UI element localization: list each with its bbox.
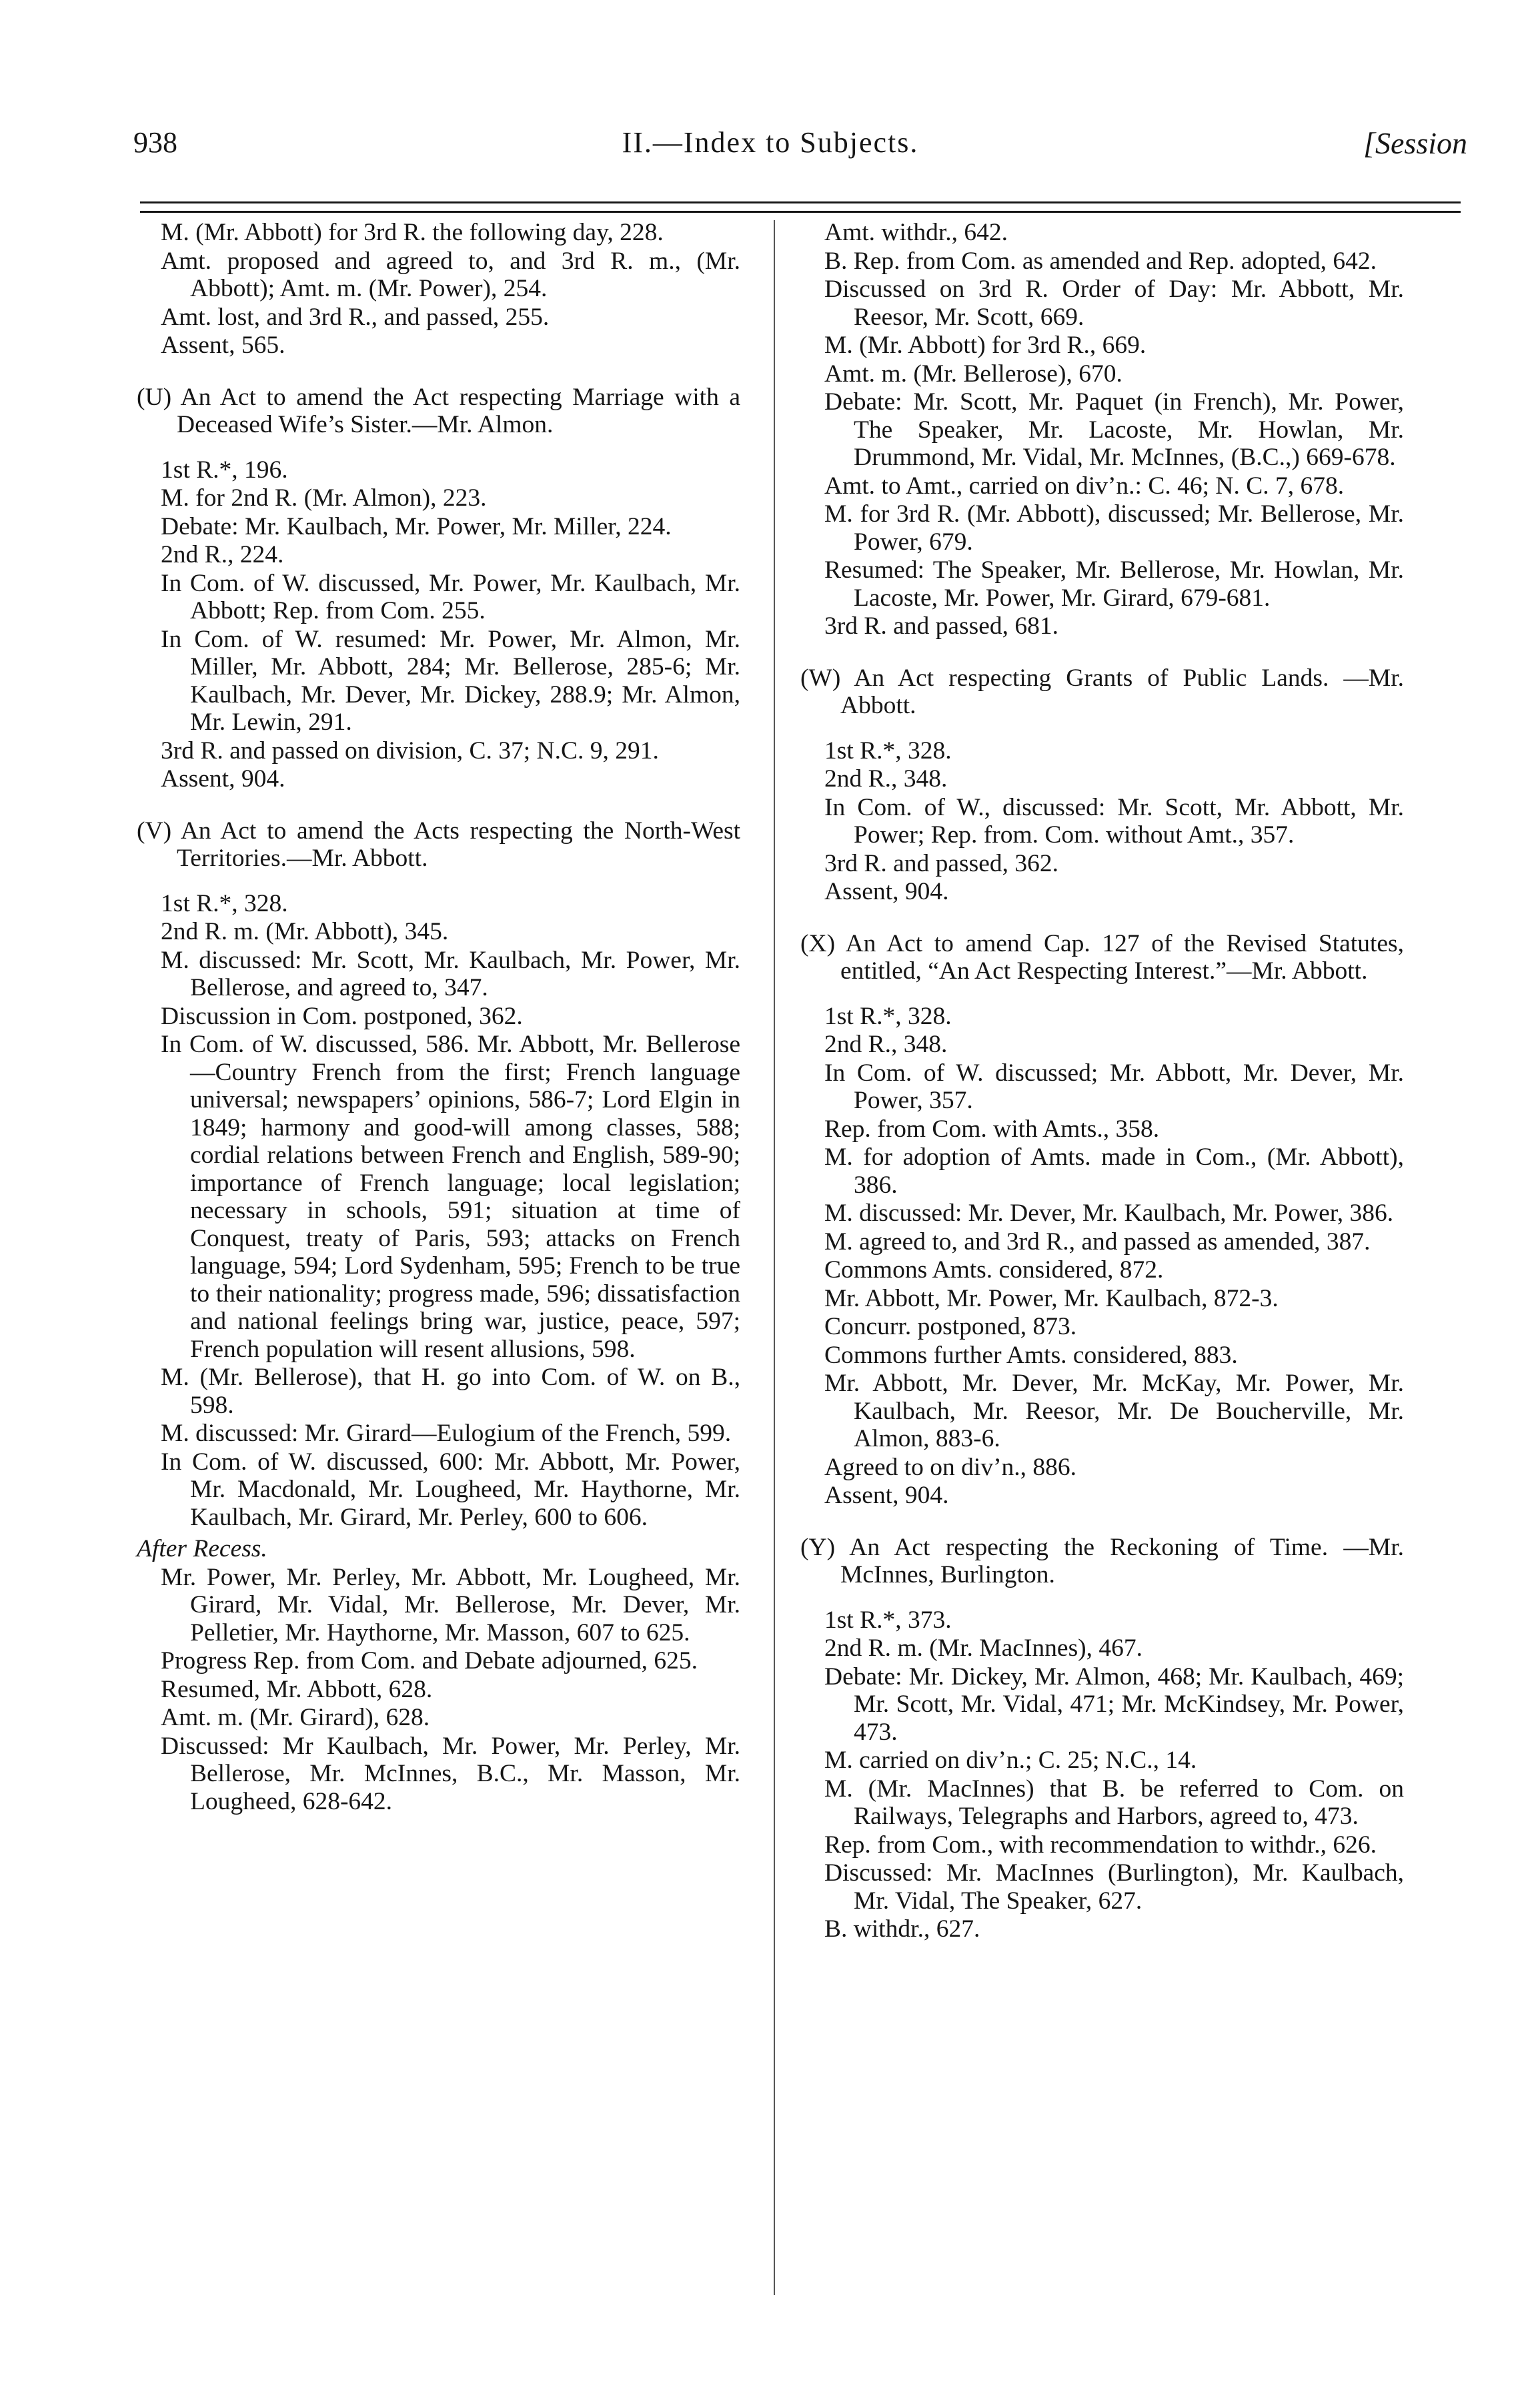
index-entry: In Com. of W. discussed, Mr. Power, Mr. Kaulbach, Mr. Abbott; Rep. from Com. 255.	[161, 569, 740, 624]
index-entry: Resumed, Mr. Abbott, 628.	[161, 1675, 433, 1703]
index-entry: Commons further Amts. considered, 883.	[824, 1341, 1238, 1369]
index-entry: In Com. of W. discussed, 586. Mr. Abbott, Mr. Bellerose—Country French from the first; French language universal; newspapers’ opinions, 586-7; Lord Elgin in 1849; harmony and good-will among classes, 588; cordial relations between French and English, 589-90; importance of French language; local legislation; necessary in schools, 591; situation at time of Conquest, treaty of Paris, 593; attacks on French language, 594; Lord Sydenham, 595; French to be true to their nationality; progress made, 596; dissatisfaction and national feelings bring war, justice, peace, 597; French population will resent allusions, 598.	[161, 1031, 740, 1363]
index-entry: M. carried on div’n.; C. 25; N.C., 14.	[824, 1747, 1197, 1774]
index-entry: Discussed: Mr Kaulbach, Mr. Power, Mr. Perley, Mr. Bellerose, Mr. McInnes, B.C., Mr. Masson, Mr. Lougheed, 628-642.	[161, 1732, 740, 1815]
index-entry: Discussion in Com. postponed, 362.	[161, 1002, 523, 1030]
index-entry: In Com. of W., discussed: Mr. Scott, Mr. Abbott, Mr. Power; Rep. from. Com. without Amt., 357.	[824, 793, 1404, 849]
page-number: 938	[133, 126, 177, 159]
index-entry: Discussed: Mr. MacInnes (Burlington), Mr. Kaulbach, Mr. Vidal, The Speaker, 627.	[824, 1859, 1404, 1915]
index-entry: 2nd R. m. (Mr. MacInnes), 467.	[824, 1634, 1143, 1662]
index-entry: 1st R.*, 196.	[161, 456, 288, 484]
index-entry: 1st R.*, 328.	[824, 737, 952, 765]
index-entry: 1st R.*, 373.	[824, 1606, 952, 1634]
index-entry: 3rd R. and passed, 362.	[824, 849, 1058, 877]
index-entry: Debate: Mr. Scott, Mr. Paquet (in French), Mr. Power, The Speaker, Mr. Lacoste, Mr. Howlan, Mr. Drummond, Mr. Vidal, Mr. McInnes, (B.C.,) 669-678.	[824, 388, 1404, 471]
index-entry: M. (Mr. Abbott) for 3rd R. the following day, 228.	[161, 219, 664, 246]
index-entry: Amt. withdr., 642.	[824, 219, 1008, 246]
header-rule	[140, 201, 1461, 203]
index-entry: 1st R.*, 328.	[161, 889, 288, 917]
index-entry: Agreed to on div’n., 886.	[824, 1453, 1077, 1481]
index-entry: M. (Mr. Abbott) for 3rd R., 669.	[824, 332, 1146, 359]
index-entry: M. discussed: Mr. Dever, Mr. Kaulbach, Mr. Power, 386.	[824, 1200, 1394, 1227]
index-entry: Commons Amts. considered, 872.	[824, 1256, 1164, 1284]
right-column	[800, 219, 1404, 1944]
running-title: II.—Index to Subjects.	[622, 126, 919, 159]
index-entry: 3rd R. and passed, 681.	[824, 612, 1058, 640]
subheading: After Recess.	[137, 1535, 267, 1562]
index-entry: Amt. proposed and agreed to, and 3rd R. m., (Mr. Abbott); Amt. m. (Mr. Power), 254.	[161, 247, 740, 302]
index-entry: M. (Mr. Bellerose), that H. go into Com. of W. on B., 598.	[161, 1364, 740, 1419]
index-entry: 2nd R. m. (Mr. Abbott), 345.	[161, 918, 449, 945]
index-entry: Rep. from Com. with Amts., 358.	[824, 1115, 1160, 1143]
index-entry: Resumed: The Speaker, Mr. Bellerose, Mr. Howlan, Mr. Lacoste, Mr. Power, Mr. Girard, 679-681.	[824, 556, 1404, 612]
page-header	[80, 120, 1467, 167]
act-heading: (X) An Act to amend Cap. 127 of the Revised Statutes, entitled, “An Act Respecting Interest.”—Mr. Abbott.	[800, 929, 1404, 985]
index-entry: Discussed on 3rd R. Order of Day: Mr. Abbott, Mr. Reesor, Mr. Scott, 669.	[824, 276, 1404, 331]
index-entry: Debate: Mr. Kaulbach, Mr. Power, Mr. Miller, 224.	[161, 512, 672, 540]
index-entry: M. for adoption of Amts. made in Com., (Mr. Abbott), 386.	[824, 1143, 1404, 1199]
index-entry: Debate: Mr. Dickey, Mr. Almon, 468; Mr. Kaulbach, 469; Mr. Scott, Mr. Vidal, 471; Mr. McKindsey, Mr. Power, 473.	[824, 1662, 1404, 1746]
act-heading: (V) An Act to amend the Acts respecting the North-West Territories.—Mr. Abbott.	[137, 817, 740, 872]
column-divider	[774, 220, 775, 2295]
index-entry: 1st R.*, 328.	[824, 1002, 952, 1030]
session-label: [Session	[1363, 126, 1467, 160]
index-entry: 2nd R., 224.	[161, 541, 284, 568]
index-entry: M. discussed: Mr. Scott, Mr. Kaulbach, Mr. Power, Mr. Bellerose, and agreed to, 347.	[161, 946, 740, 1001]
index-entry: Assent, 904.	[824, 1482, 949, 1509]
index-entry: In Com. of W. resumed: Mr. Power, Mr. Almon, Mr. Miller, Mr. Abbott, 284; Mr. Bellerose, 285-6; Mr. Kaulbach, Mr. Dever, Mr. Dickey, 288.9; Mr. Almon, Mr. Lewin, 291.	[161, 625, 740, 736]
index-entry: 3rd R. and passed on division, C. 37; N.C. 9, 291.	[161, 737, 659, 765]
index-entry: Amt. m. (Mr. Girard), 628.	[161, 1704, 430, 1731]
index-entry: M. (Mr. MacInnes) that B. be referred to Com. on Railways, Telegraphs and Harbors, agreed to, 473.	[824, 1775, 1404, 1830]
index-entry: In Com. of W. discussed; Mr. Abbott, Mr. Dever, Mr. Power, 357.	[824, 1059, 1404, 1114]
index-entry: Mr. Abbott, Mr. Dever, Mr. McKay, Mr. Power, Mr. Kaulbach, Mr. Reesor, Mr. De Boucherville, Mr. Almon, 883-6.	[824, 1370, 1404, 1452]
act-heading: (Y) An Act respecting the Reckoning of Time. —Mr. McInnes, Burlington.	[800, 1533, 1404, 1588]
index-entry: Mr. Power, Mr. Perley, Mr. Abbott, Mr. Lougheed, Mr. Girard, Mr. Vidal, Mr. Bellerose, Mr. Dever, Mr. Pelletier, Mr. Haythorne, Mr. Masson, 607 to 625.	[161, 1563, 740, 1646]
index-entry: B. withdr., 627.	[824, 1915, 980, 1943]
index-entry: 2nd R., 348.	[824, 765, 948, 793]
index-entry: Mr. Abbott, Mr. Power, Mr. Kaulbach, 872-3.	[824, 1284, 1279, 1312]
index-entry: Assent, 565.	[161, 332, 285, 359]
index-entry: M. for 2nd R. (Mr. Almon), 223.	[161, 484, 487, 512]
index-entry: Amt. m. (Mr. Bellerose), 670.	[824, 360, 1122, 388]
index-entry: M. agreed to, and 3rd R., and passed as amended, 387.	[824, 1228, 1371, 1256]
index-entry: M. for 3rd R. (Mr. Abbott), discussed; Mr. Bellerose, Mr. Power, 679.	[824, 500, 1404, 556]
left-column	[137, 219, 740, 1816]
index-entry: Concurr. postponed, 873.	[824, 1313, 1077, 1340]
index-entry: Progress Rep. from Com. and Debate adjourned, 625.	[161, 1647, 698, 1675]
index-entry: Amt. lost, and 3rd R., and passed, 255.	[161, 303, 550, 331]
header-rule	[140, 211, 1461, 213]
index-entry: M. discussed: Mr. Girard—Eulogium of the French, 599.	[161, 1420, 732, 1447]
index-entry: Assent, 904.	[161, 765, 285, 793]
index-entry: 2nd R., 348.	[824, 1031, 948, 1058]
index-entry: In Com. of W. discussed, 600: Mr. Abbott, Mr. Power, Mr. Macdonald, Mr. Lougheed, Mr. Haythorne, Mr. Kaulbach, Mr. Girard, Mr. Perley, 600 to 606.	[161, 1448, 740, 1531]
act-heading: (U) An Act to amend the Act respecting Marriage with a Deceased Wife’s Sister.—Mr. Almon.	[137, 383, 740, 438]
index-entry: Amt. to Amt., carried on div’n.: C. 46; N. C. 7, 678.	[824, 472, 1345, 500]
index-entry: B. Rep. from Com. as amended and Rep. adopted, 642.	[824, 247, 1377, 275]
index-entry: Rep. from Com., with recommendation to withdr., 626.	[824, 1831, 1377, 1859]
act-heading: (W) An Act respecting Grants of Public Lands. —Mr. Abbott.	[800, 664, 1404, 719]
index-entry: Assent, 904.	[824, 878, 949, 905]
